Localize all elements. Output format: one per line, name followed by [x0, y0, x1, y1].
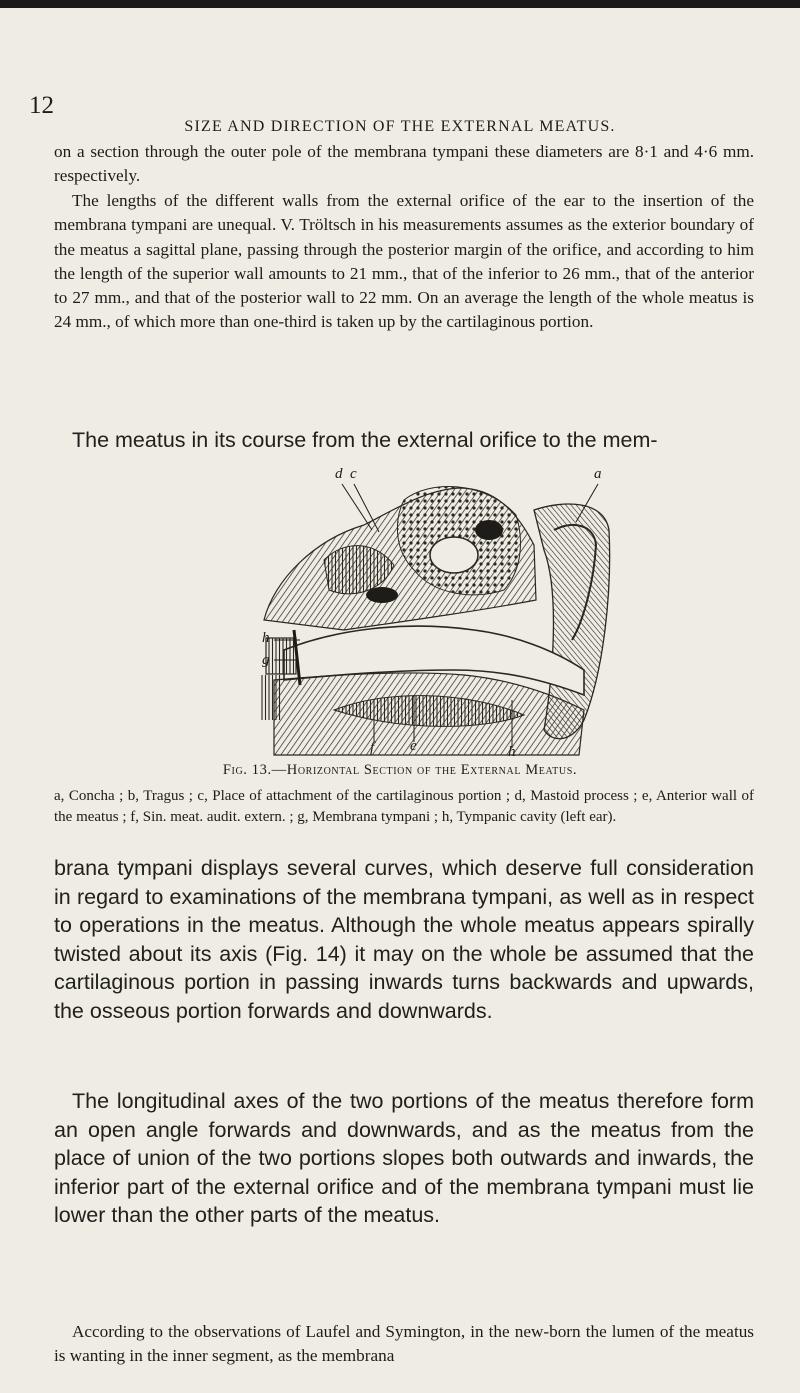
figure-label-h-left: h — [262, 630, 270, 646]
top-border — [0, 0, 800, 8]
paragraph-3-first-line: The meatus in its course from the external orifice to the mem- — [72, 428, 658, 452]
page-number: 12 — [29, 92, 54, 119]
running-head: SIZE AND DIRECTION OF THE EXTERNAL MEATUS. — [184, 118, 616, 135]
figure-caption-title: Fig. 13.—Horizontal Section of the External Meatus. — [222, 762, 578, 778]
paragraph-4: The longitudinal axes of the two portions of the meatus therefore form an open angle forwards and downwards, and as the meatus from the place of union of the two portions slopes both outwards and inwards, the inferior part of the external orifice and of the membrana tympani must lie lower than the other parts of the meatus. — [54, 1089, 754, 1227]
paragraph-1: on a section through the outer pole of the membrana tympani these diameters are 8·1 and 4·6 mm. respectively. — [54, 142, 754, 186]
figure-label-e: e — [410, 738, 417, 754]
figure-13-illustration — [254, 466, 616, 760]
figure-label-f: f — [370, 740, 375, 756]
paragraph-2: The lengths of the different walls from the external orifice of the ear to the insertion of the membrana tympani are unequal. V. Tröltsch in his measurements assumes as the exterior boundary of the meatus a sagittal plane, passing through the posterior margin of the orifice, and according to him the length of the superior wall amounts to 21 mm., that of the inferior to 26 mm., that of the anterior to 27 mm., and that of the posterior wall to 22 mm. On an average the length of the whole meatus is 24 mm., of which more than one-third is taken up by the cartilaginous portion. — [54, 191, 754, 332]
figure-label-a: a — [594, 466, 602, 482]
horizontal-section-drawing — [254, 470, 616, 760]
figure-label-h-bottom: h — [508, 744, 516, 760]
figure-caption-legend: a, Concha ; b, Tragus ; c, Place of attachment of the cartilaginous portion ; d, Mastoid process ; e, Anterior wall of the meatus ; f, Sin. meat. audit. extern. ; g, Membrana tympani ; h, Tympanic cavity (left ear). — [54, 788, 754, 825]
paragraph-5: According to the observations of Laufel and Symington, in the new-born the lumen of the meatus is wanting in the inner segment, as the membrana — [54, 1322, 754, 1366]
figure-label-d: d — [335, 466, 343, 482]
paragraph-3-continuation: brana tympani displays several curves, which deserve full consideration in regard to examinations of the membrana tympani, as well as in respect to operations in the meatus. Although the whole meatus appears spirally twisted about its axis (Fig. 14) it may on the whole be assumed that the cartilaginous portion in passing inwards turns backwards and upwards, the osseous portion forwards and downwards. — [54, 856, 754, 1023]
figure-label-g: g — [262, 652, 270, 668]
figure-label-c: c — [350, 466, 357, 482]
